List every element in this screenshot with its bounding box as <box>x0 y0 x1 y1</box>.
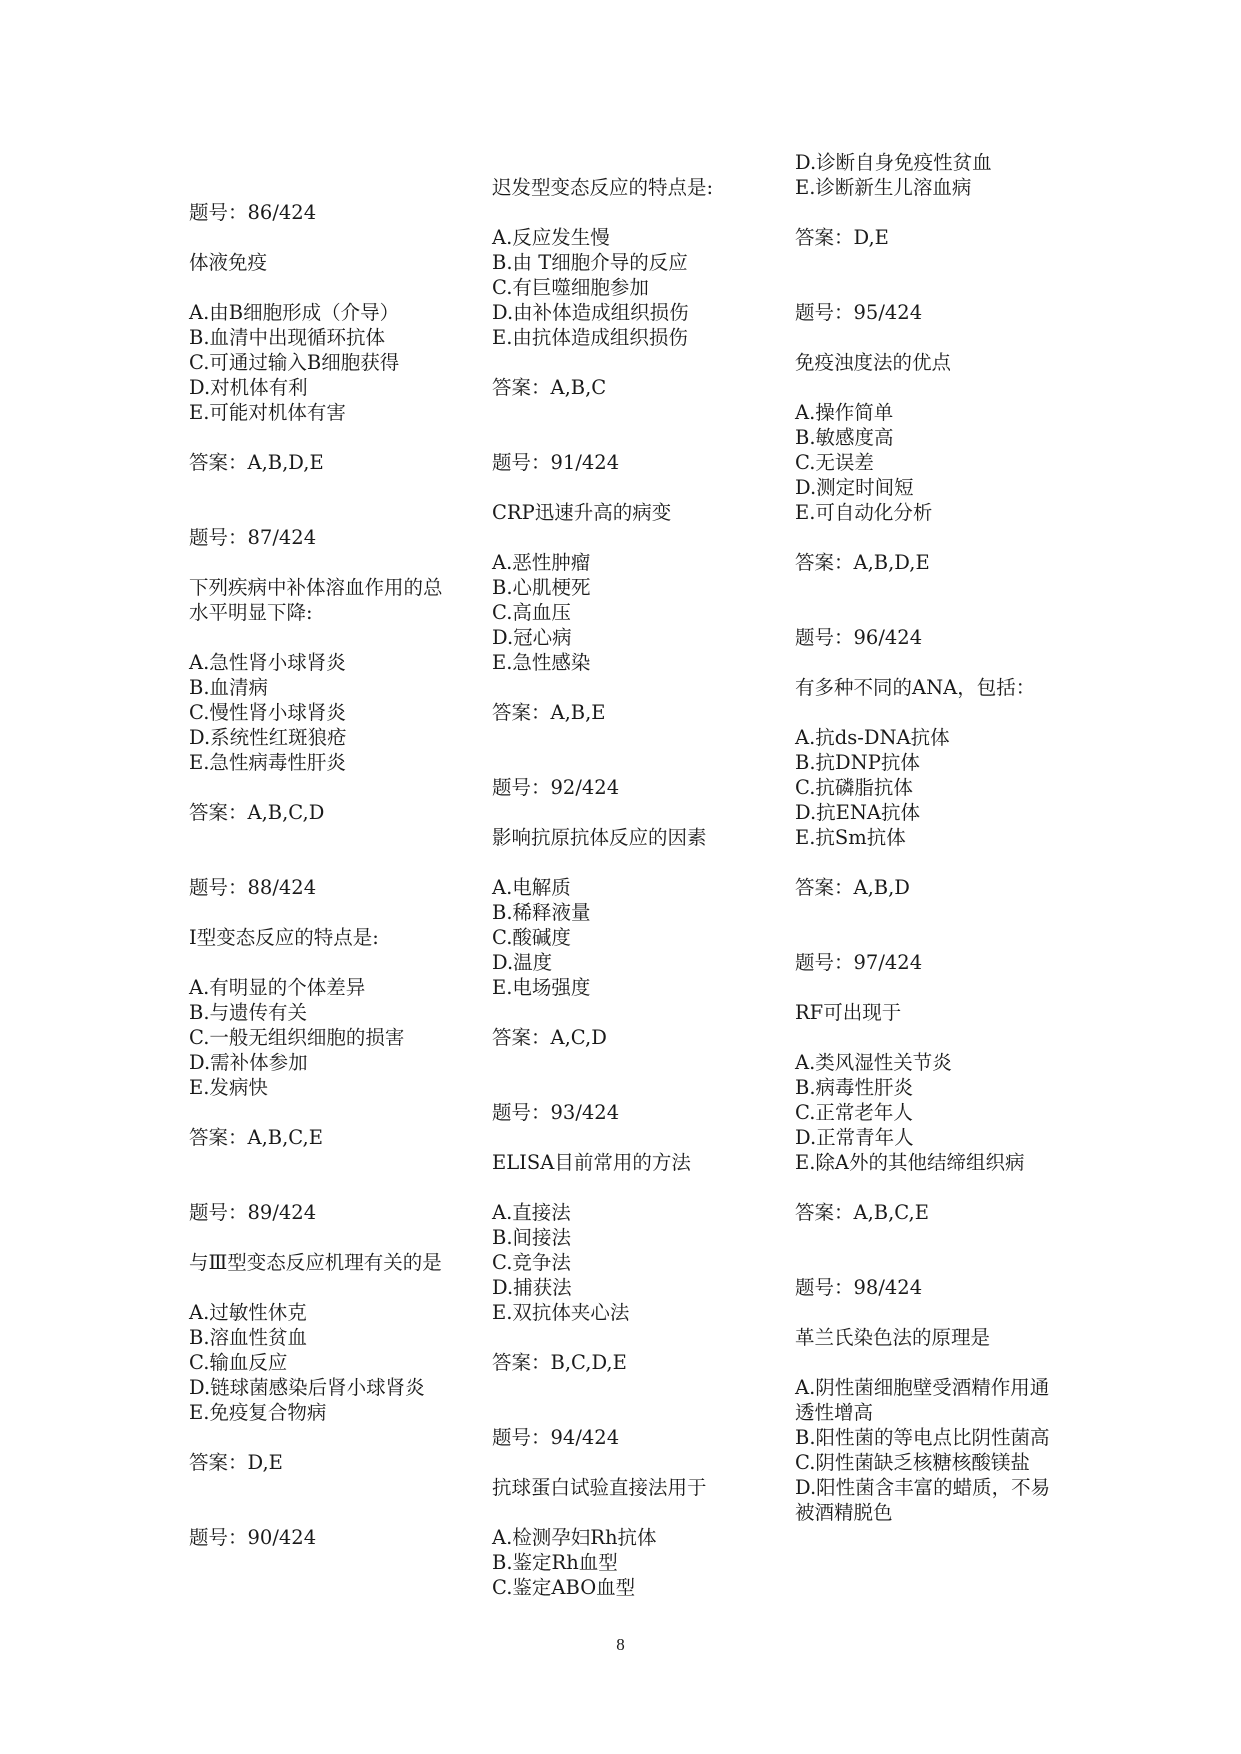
option-list <box>189 1300 454 1425</box>
question-number: 题号：89/424 <box>189 1201 317 1224</box>
question-number: 题号：98/424 <box>795 1276 923 1299</box>
question-text: 影响抗原抗体反应的因素 <box>492 826 707 849</box>
column-left <box>189 200 454 1575</box>
option-item: C.输血反应 <box>189 1351 288 1374</box>
option-list <box>795 150 1060 200</box>
question-block <box>795 300 1060 575</box>
question-number: 题号：87/424 <box>189 526 317 549</box>
question-text: 免疫浊度法的优点 <box>795 351 952 374</box>
question-text: ELISA目前常用的方法 <box>492 1151 691 1174</box>
option-item: B.敏感度高 <box>795 426 894 449</box>
option-item: B.间接法 <box>492 1226 572 1249</box>
option-item: E.急性病毒性肝炎 <box>189 751 346 774</box>
option-item: A.过敏性休克 <box>189 1301 307 1324</box>
option-item: D.冠心病 <box>492 626 572 649</box>
option-item: E.急性感染 <box>492 651 591 674</box>
question-block <box>189 1200 454 1475</box>
option-item: E.可能对机体有害 <box>189 401 346 424</box>
option-item: C.鉴定ABO血型 <box>492 1576 636 1599</box>
option-item: B.鉴定Rh血型 <box>492 1551 618 1574</box>
question-block <box>795 150 1060 250</box>
option-list <box>492 1200 757 1325</box>
option-item: C.一般无组织细胞的损害 <box>189 1026 405 1049</box>
answer-text: 答案：D,E <box>189 1451 283 1474</box>
option-item: B.心肌梗死 <box>492 576 591 599</box>
question-text: 迟发型变态反应的特点是: <box>492 176 714 199</box>
question-block <box>492 450 757 725</box>
option-item: E.除A外的其他结缔组织病 <box>795 1151 1025 1174</box>
option-item: B.阳性菌的等电点比阴性菌高 <box>795 1426 1050 1449</box>
answer-text: 答案：A,B,C,E <box>795 1201 929 1224</box>
question-text: I型变态反应的特点是: <box>189 926 379 949</box>
answer-text: 答案：A,B,E <box>492 701 606 724</box>
question-number: 题号：90/424 <box>189 1526 317 1549</box>
option-item: E.抗Sm抗体 <box>795 826 906 849</box>
option-item: B.与遗传有关 <box>189 1001 308 1024</box>
question-block <box>189 875 454 1150</box>
question-block <box>492 1100 757 1375</box>
option-item: A.抗ds-DNA抗体 <box>795 726 950 749</box>
question-number: 题号：95/424 <box>795 301 923 324</box>
column-middle <box>492 175 757 1600</box>
option-item: D.链球菌感染后肾小球肾炎 <box>189 1376 425 1399</box>
question-text: 抗球蛋白试验直接法用于 <box>492 1476 707 1499</box>
question-block <box>492 1425 757 1600</box>
question-number: 题号：88/424 <box>189 876 317 899</box>
answer-text: 答案：A,B,C,E <box>189 1126 323 1149</box>
option-item: A.操作简单 <box>795 401 894 424</box>
option-list <box>189 300 454 425</box>
question-number: 题号：96/424 <box>795 626 923 649</box>
question-text: 有多种不同的ANA，包括： <box>795 676 1036 699</box>
page-number: 8 <box>616 1635 625 1654</box>
question-number: 题号：97/424 <box>795 951 923 974</box>
option-item: A.直接法 <box>492 1201 571 1224</box>
column-right <box>795 150 1060 1525</box>
option-list <box>189 975 454 1100</box>
answer-text: 答案：A,C,D <box>492 1026 607 1049</box>
answer-text: 答案：D,E <box>795 226 889 249</box>
option-item: D.抗ENA抗体 <box>795 801 921 824</box>
option-item: D.诊断自身免疫性贫血 <box>795 151 992 174</box>
option-list <box>492 550 757 675</box>
option-item: A.恶性肿瘤 <box>492 551 591 574</box>
option-item: E.诊断新生儿溶血病 <box>795 176 972 199</box>
option-list <box>492 225 757 350</box>
answer-text: 答案：A,B,C <box>492 376 607 399</box>
question-number: 题号：92/424 <box>492 776 620 799</box>
question-text: 下列疾病中补体溶血作用的总水平明显下降: <box>189 576 443 624</box>
option-item: E.双抗体夹心法 <box>492 1301 630 1324</box>
option-item: A.阴性菌细胞壁受酒精作用通透性增高 <box>795 1376 1050 1424</box>
option-item: B.抗DNP抗体 <box>795 751 920 774</box>
option-item: B.溶血性贫血 <box>189 1326 308 1349</box>
option-item: A.反应发生慢 <box>492 226 610 249</box>
option-item: D.温度 <box>492 951 553 974</box>
option-list <box>795 1050 1060 1175</box>
option-item: A.检测孕妇Rh抗体 <box>492 1526 657 1549</box>
option-item: C.无误差 <box>795 451 874 474</box>
answer-text: 答案：B,C,D,E <box>492 1351 627 1374</box>
option-item: B.病毒性肝炎 <box>795 1076 914 1099</box>
question-text: CRP迅速升高的病变 <box>492 501 672 524</box>
option-item: D.阳性菌含丰富的蜡质，不易被酒精脱色 <box>795 1476 1051 1524</box>
question-text: 革兰氏染色法的原理是 <box>795 1326 991 1349</box>
option-item: D.系统性红斑狼疮 <box>189 726 347 749</box>
option-item: D.需补体参加 <box>189 1051 308 1074</box>
option-list <box>492 1525 757 1600</box>
option-list <box>492 875 757 1000</box>
option-item: A.急性肾小球肾炎 <box>189 651 346 674</box>
question-block <box>189 1525 454 1550</box>
option-item: E.电场强度 <box>492 976 591 999</box>
question-block <box>795 950 1060 1225</box>
option-list <box>795 400 1060 525</box>
answer-text: 答案：A,B,C,D <box>189 801 325 824</box>
option-item: C.有巨噬细胞参加 <box>492 276 649 299</box>
question-number: 题号：91/424 <box>492 451 620 474</box>
option-item: C.抗磷脂抗体 <box>795 776 913 799</box>
question-block <box>492 775 757 1050</box>
option-item: C.慢性肾小球肾炎 <box>189 701 346 724</box>
option-item: C.正常老年人 <box>795 1101 913 1124</box>
option-item: D.对机体有利 <box>189 376 308 399</box>
question-block <box>795 625 1060 900</box>
question-text: RF可出现于 <box>795 1001 902 1024</box>
option-item: A.类风湿性关节炎 <box>795 1051 952 1074</box>
option-item: C.酸碱度 <box>492 926 571 949</box>
option-item: A.有明显的个体差异 <box>189 976 366 999</box>
question-text: 体液免疫 <box>189 251 268 274</box>
option-item: D.由补体造成组织损伤 <box>492 301 689 324</box>
option-item: E.由抗体造成组织损伤 <box>492 326 688 349</box>
option-item: D.捕获法 <box>492 1276 572 1299</box>
option-item: D.测定时间短 <box>795 476 914 499</box>
question-block <box>189 200 454 475</box>
option-item: C.可通过输入B细胞获得 <box>189 351 400 374</box>
option-list <box>795 725 1060 850</box>
option-item: C.阴性菌缺乏核糖核酸镁盐 <box>795 1451 1030 1474</box>
question-block <box>189 525 454 825</box>
question-block <box>795 1275 1060 1525</box>
option-item: A.由B细胞形成（介导） <box>189 301 400 324</box>
question-text: 与Ⅲ型变态反应机理有关的是 <box>189 1251 442 1274</box>
option-item: E.免疫复合物病 <box>189 1401 327 1424</box>
question-number: 题号：94/424 <box>492 1426 620 1449</box>
option-item: C.高血压 <box>492 601 571 624</box>
option-item: E.可自动化分析 <box>795 501 933 524</box>
option-item: B.稀释液量 <box>492 901 591 924</box>
answer-text: 答案：A,B,D,E <box>795 551 930 574</box>
question-number: 题号：93/424 <box>492 1101 620 1124</box>
option-item: B.血清病 <box>189 676 269 699</box>
option-list <box>795 1375 1060 1525</box>
option-item: A.电解质 <box>492 876 571 899</box>
option-list <box>189 650 454 775</box>
question-number: 题号：86/424 <box>189 201 317 224</box>
option-item: B.血清中出现循环抗体 <box>189 326 386 349</box>
option-item: C.竞争法 <box>492 1251 571 1274</box>
question-block <box>492 175 757 400</box>
option-item: E.发病快 <box>189 1076 268 1099</box>
answer-text: 答案：A,B,D <box>795 876 910 899</box>
option-item: B.由 T细胞介导的反应 <box>492 251 688 274</box>
answer-text: 答案：A,B,D,E <box>189 451 324 474</box>
option-item: D.正常青年人 <box>795 1126 914 1149</box>
